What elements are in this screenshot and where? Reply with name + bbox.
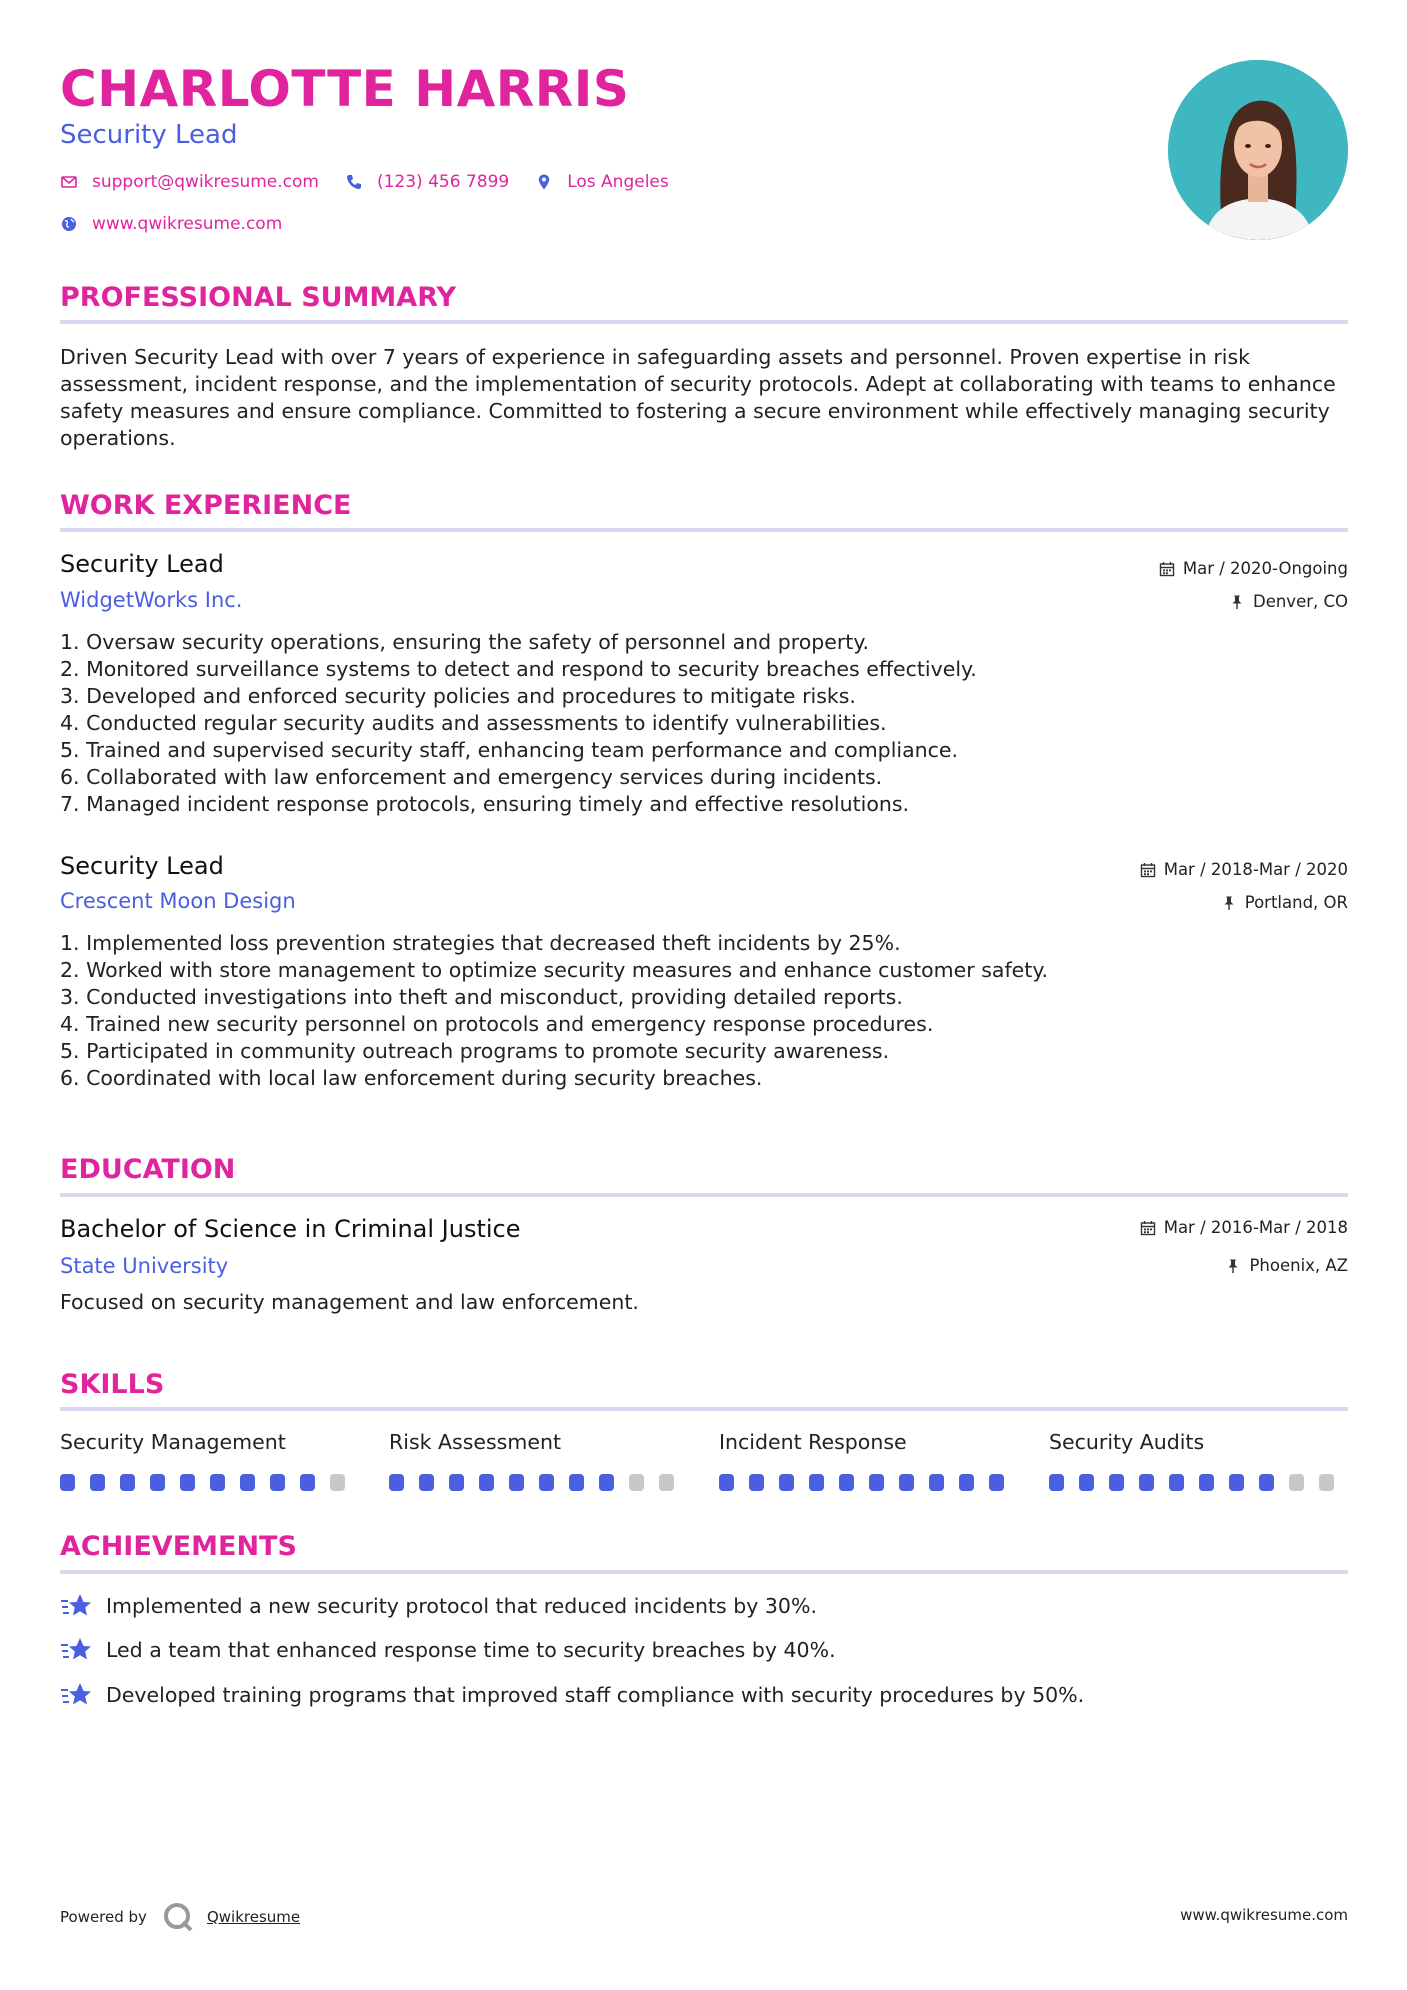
education-description: Focused on security management and law enforcement. <box>60 1290 639 1314</box>
job-title: Security Lead <box>60 550 224 578</box>
skill-dot-filled <box>839 1474 854 1491</box>
education-dates <box>1140 1218 1348 1237</box>
bullet-item: 1. Implemented loss prevention strategies that decreased theft incidents by 25%. <box>60 931 901 955</box>
summary-text: Driven Security Lead with over 7 years of experience in safeguarding assets and personnel. Proven expertise in risk assessment, incident response, and the implementation of security protocols. Adept at collaborating with teams to enhance safety measures and ensure compliance. Committed to fostering a secure environment while effectively managing security operations. <box>60 345 1336 450</box>
summary-heading: PROFESSIONAL SUMMARY <box>60 282 457 313</box>
skill-dot-filled <box>1049 1474 1064 1491</box>
summary-divider <box>60 320 1348 324</box>
achievements-heading: ACHIEVEMENTS <box>60 1531 297 1562</box>
skill-dot-filled <box>120 1474 135 1491</box>
job-title: Security Lead <box>60 852 224 880</box>
bullet-item: 4. Conducted regular security audits and assessments to identify vulnerabilities. <box>60 711 887 735</box>
footer-powered-by <box>60 1900 300 1934</box>
achievement-text: Developed training programs that improved staff compliance with security procedures by 50%. <box>106 1683 1085 1707</box>
envelope-icon <box>60 173 78 191</box>
skill-dot-filled <box>449 1474 464 1491</box>
website-text: www.qwikresume.com <box>92 214 283 234</box>
bullet-item: 1. Oversaw security operations, ensuring the safety of personnel and property. <box>60 630 870 654</box>
bullet-item: 2. Monitored surveillance systems to detect and respond to security breaches effectively. <box>60 657 977 681</box>
achievement-item <box>60 1592 817 1620</box>
bullet-item: 4. Trained new security personnel on protocols and emergency response procedures. <box>60 1012 934 1036</box>
skill-dot-filled <box>150 1474 165 1491</box>
school-name: State University <box>60 1254 229 1278</box>
bullet-item: 3. Developed and enforced security policies and procedures to mitigate risks. <box>60 684 856 708</box>
job-dates-text: Mar / 2018-Mar / 2020 <box>1163 860 1348 879</box>
skill-dot-filled <box>240 1474 255 1491</box>
location-text: Los Angeles <box>567 172 669 192</box>
skill-dot-filled <box>1109 1474 1124 1491</box>
calendar-icon <box>1159 561 1175 577</box>
skill-item <box>719 1430 1019 1491</box>
skill-dot-filled <box>569 1474 584 1491</box>
skill-item <box>60 1430 360 1491</box>
skill-dot-empty <box>330 1474 345 1491</box>
job-location-text: Denver, CO <box>1252 592 1348 611</box>
job-location-text: Portland, OR <box>1244 893 1348 912</box>
skill-dot-empty <box>629 1474 644 1491</box>
job-bullets <box>60 930 1350 1092</box>
skill-dot-filled <box>479 1474 494 1491</box>
powered-by-label: Powered by <box>60 1908 147 1926</box>
education-heading: EDUCATION <box>60 1154 236 1185</box>
skill-dot-filled <box>749 1474 764 1491</box>
degree-title: Bachelor of Science in Criminal Justice <box>60 1215 521 1243</box>
education-location-text: Phoenix, AZ <box>1249 1256 1348 1275</box>
skill-name: Risk Assessment <box>389 1430 561 1454</box>
skill-dot-filled <box>1259 1474 1274 1491</box>
company-name: WidgetWorks Inc. <box>60 588 243 612</box>
skill-dot-filled <box>899 1474 914 1491</box>
achievements-divider <box>60 1570 1348 1574</box>
profile-photo <box>1168 60 1348 240</box>
achievement-item <box>60 1681 1084 1709</box>
pushpin-icon <box>1229 594 1245 610</box>
skill-level-dots <box>1049 1474 1349 1491</box>
job-location <box>1221 893 1348 912</box>
calendar-icon <box>1140 1220 1156 1236</box>
skill-dot-empty <box>659 1474 674 1491</box>
pushpin-icon <box>1221 895 1237 911</box>
skill-dot-filled <box>929 1474 944 1491</box>
contact-row-secondary <box>60 214 308 234</box>
education-dates-text: Mar / 2016-Mar / 2018 <box>1163 1218 1348 1237</box>
achievement-text: Led a team that enhanced response time to security breaches by 40%. <box>106 1638 836 1662</box>
skill-dot-filled <box>1199 1474 1214 1491</box>
contact-row-primary <box>60 172 695 192</box>
skill-dot-filled <box>779 1474 794 1491</box>
map-pin-icon <box>535 173 553 191</box>
skill-name: Security Audits <box>1049 1430 1205 1454</box>
skill-dot-filled <box>539 1474 554 1491</box>
star-icon <box>60 1681 92 1709</box>
skill-dot-empty <box>1319 1474 1334 1491</box>
education-location <box>1225 1256 1348 1275</box>
job-bullets <box>60 629 1350 818</box>
skill-dot-filled <box>959 1474 974 1491</box>
star-icon <box>60 1592 92 1620</box>
skill-dot-filled <box>599 1474 614 1491</box>
experience-heading: WORK EXPERIENCE <box>60 490 352 521</box>
phone-icon <box>345 173 363 191</box>
candidate-name: CHARLOTTE HARRIS <box>60 60 630 118</box>
skill-level-dots <box>60 1474 360 1491</box>
bullet-item: 5. Participated in community outreach programs to promote security awareness. <box>60 1039 890 1063</box>
skill-dot-filled <box>509 1474 524 1491</box>
footer-website[interactable]: www.qwikresume.com <box>1180 1906 1348 1924</box>
skill-dot-filled <box>809 1474 824 1491</box>
skill-dot-filled <box>180 1474 195 1491</box>
skill-dot-filled <box>989 1474 1004 1491</box>
skill-dot-filled <box>300 1474 315 1491</box>
company-name: Crescent Moon Design <box>60 889 296 913</box>
contact-phone[interactable] <box>345 172 509 192</box>
contact-website[interactable] <box>60 214 282 234</box>
skill-dot-filled <box>1079 1474 1094 1491</box>
education-divider <box>60 1193 1348 1197</box>
achievement-item <box>60 1636 836 1664</box>
bullet-item: 3. Conducted investigations into theft and misconduct, providing detailed reports. <box>60 985 903 1009</box>
job-dates-text: Mar / 2020-Ongoing <box>1182 559 1348 578</box>
contact-email[interactable] <box>60 172 319 192</box>
bullet-item: 2. Worked with store management to optimize security measures and enhance customer safety. <box>60 958 1049 982</box>
phone-text: (123) 456 7899 <box>376 172 510 192</box>
skill-dot-filled <box>1229 1474 1244 1491</box>
bullet-item: 5. Trained and supervised security staff, enhancing team performance and compliance. <box>60 738 959 762</box>
candidate-role: Security Lead <box>60 120 238 150</box>
skill-dot-filled <box>389 1474 404 1491</box>
job-dates <box>1159 559 1348 578</box>
bullet-item: 6. Coordinated with local law enforcement during security breaches. <box>60 1066 763 1090</box>
avatar-portrait <box>1168 60 1348 240</box>
skill-dot-filled <box>90 1474 105 1491</box>
skill-dot-filled <box>270 1474 285 1491</box>
calendar-icon <box>1140 862 1156 878</box>
skill-level-dots <box>719 1474 1019 1491</box>
skill-level-dots <box>389 1474 689 1491</box>
skill-dot-filled <box>419 1474 434 1491</box>
bullet-item: 6. Collaborated with law enforcement and emergency services during incidents. <box>60 765 883 789</box>
skill-dot-filled <box>60 1474 75 1491</box>
qwikresume-logo-icon <box>161 1900 195 1934</box>
skill-dot-filled <box>210 1474 225 1491</box>
qwikresume-link[interactable]: Qwikresume <box>206 1908 301 1926</box>
skill-dot-filled <box>1169 1474 1184 1491</box>
bullet-item: 7. Managed incident response protocols, ensuring timely and effective resolutions. <box>60 792 910 816</box>
skill-dot-filled <box>1139 1474 1154 1491</box>
skill-item <box>389 1430 689 1491</box>
skill-name: Incident Response <box>719 1430 907 1454</box>
job-dates <box>1140 860 1348 879</box>
skills-heading: SKILLS <box>60 1369 165 1400</box>
skill-dot-empty <box>1289 1474 1304 1491</box>
skill-dot-filled <box>869 1474 884 1491</box>
star-icon <box>60 1636 92 1664</box>
skills-divider <box>60 1407 1348 1411</box>
skill-item <box>1049 1430 1349 1491</box>
skill-name: Security Management <box>60 1430 286 1454</box>
contact-location <box>535 172 669 192</box>
skill-dot-filled <box>719 1474 734 1491</box>
pushpin-icon <box>1225 1258 1241 1274</box>
achievement-text: Implemented a new security protocol that reduced incidents by 30%. <box>106 1594 817 1618</box>
globe-icon <box>60 215 78 233</box>
experience-divider <box>60 528 1348 532</box>
email-text: support@qwikresume.com <box>92 172 319 192</box>
job-location <box>1229 592 1348 611</box>
